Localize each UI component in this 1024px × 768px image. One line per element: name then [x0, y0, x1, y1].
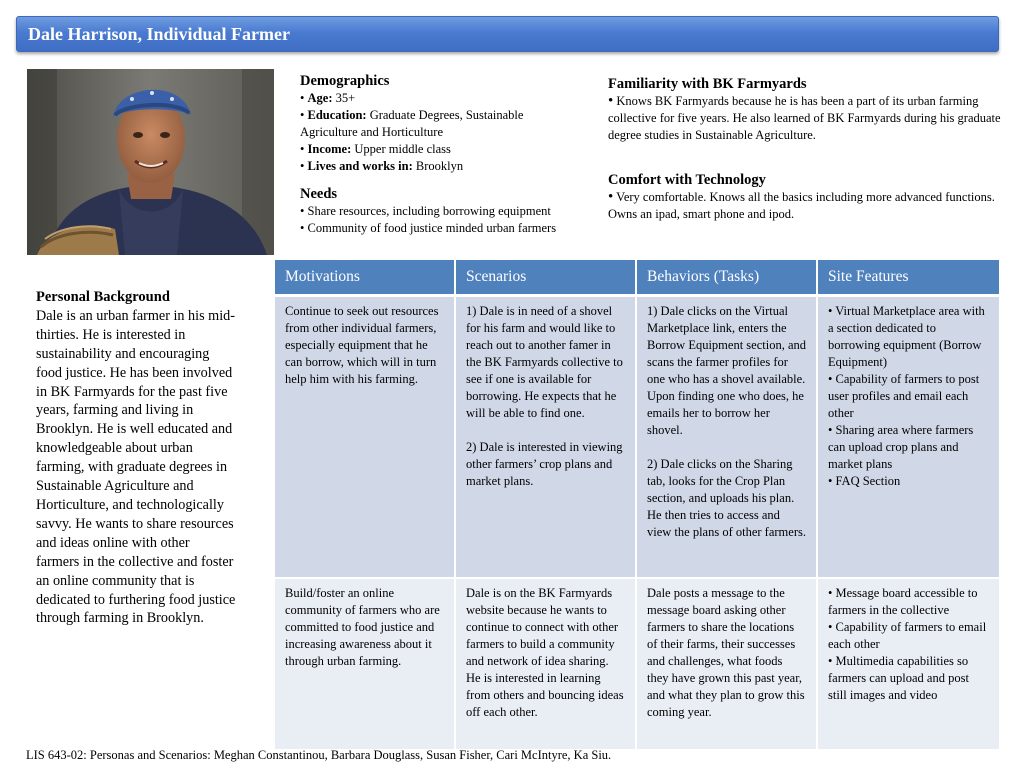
demographics-education-cont: Agriculture and Horticulture — [300, 125, 444, 139]
demographics-education: • Education: Graduate Degrees, Sustainable — [300, 108, 524, 122]
demographics-section — [300, 72, 600, 175]
scenario-1: 1) Dale is in need of a shovel for his farm and would like to reach out to another famer in the BK Farmyards collective to see if one is available for borrowing. He expects that he will be able to find one. — [466, 303, 623, 420]
comfort-section — [608, 171, 1003, 223]
persona-photo — [27, 69, 274, 255]
feature-item: • Sharing area where farmers can upload crop plans and market plans — [828, 422, 974, 471]
familiarity-section — [608, 75, 1003, 144]
comfort-heading: Comfort with Technology — [608, 172, 766, 188]
needs-item: • Community of food justice minded urban farmers — [300, 221, 557, 235]
behavior-cell: Dale posts a message to the message board asking other farmers to share the locations of their farms, their successes and challenges, what foods they have grown this past year, and what they plan to grow this coming year. — [636, 578, 817, 750]
familiarity-text: • Knows BK Farmyards because he is has been a part of its urban farming collective for five years. He also learned of BK Farmyards during his graduate degree studies in Sustainable Agriculture. — [608, 93, 1001, 142]
feature-item: • Message board accessible to farmers in the collective — [828, 586, 978, 617]
feature-item: • Virtual Marketplace area with a section dedicated to borrowing equipment (Borrow Equipment) — [828, 303, 985, 369]
table-header-row — [274, 259, 1000, 295]
background-heading: Personal Background — [36, 289, 170, 305]
behavior-2: 2) Dale clicks on the Sharing tab, looks for the Crop Plan section, and uploads his plan. He then tries to access and view the plans of other farmers. — [647, 456, 806, 539]
table-row — [274, 578, 1000, 750]
page-title: Dale Harrison, Individual Farmer — [28, 24, 290, 44]
scenario-2: 2) Dale is interested in viewing other farmers’ crop plans and market plans. — [466, 439, 623, 488]
feature-item: • FAQ Section — [828, 473, 901, 488]
demographics-location: • Lives and works in: Brooklyn — [300, 159, 464, 173]
motivation-cell: Continue to seek out resources from other individual farmers, especially equipment that he can borrow, which will in turn help him with his farming. — [274, 295, 455, 578]
header-scenarios: Scenarios — [455, 259, 636, 295]
motivation-cell: Build/foster an online community of farmers who are committed to food justice and increasing awareness about it through urban farming. — [274, 578, 455, 750]
comfort-text: • Very comfortable. Knows all the basics including more advanced functions. Owns an ipad, smart phone and ipod. — [608, 189, 995, 221]
table-row — [274, 295, 1000, 578]
familiarity-heading: Familiarity with BK Farmyards — [608, 76, 807, 92]
header-behaviors: Behaviors (Tasks) — [636, 259, 817, 295]
demographics-income: • Income: Upper middle class — [300, 142, 451, 156]
header-site-features: Site Features — [817, 259, 1000, 295]
persona-table — [273, 258, 1001, 751]
feature-item: • Multimedia capabilities so farmers can upload and post still images and video — [828, 654, 969, 702]
demographics-age: • Age: 35+ — [300, 91, 356, 105]
scenario-cell — [455, 295, 636, 578]
title-bar — [16, 16, 999, 52]
footer-credits: LIS 643-02: Personas and Scenarios: Meghan Constantinou, Barbara Douglass, Susan Fisher, Cari McIntyre, Ka Siu. — [26, 748, 612, 762]
feature-item: • Capability of farmers to email each other — [828, 620, 987, 651]
needs-heading: Needs — [300, 186, 338, 202]
features-cell — [817, 578, 1000, 750]
feature-item: • Capability of farmers to post user profiles and email each other — [828, 371, 980, 420]
behavior-cell — [636, 295, 817, 578]
needs-item: • Share resources, including borrowing equipment — [300, 204, 551, 218]
needs-section — [300, 185, 600, 237]
behavior-1: 1) Dale clicks on the Virtual Marketplace link, enters the Borrow Equipment section, and scans the farmer profiles for one who has a shovel available. Upon finding one who does, he emails her to borrow her shovel. — [647, 303, 806, 437]
personal-background-section — [36, 288, 236, 628]
features-cell — [817, 295, 1000, 578]
header-motivations: Motivations — [274, 259, 455, 295]
demographics-heading: Demographics — [300, 73, 390, 89]
background-text: Dale is an urban farmer in his mid-thirties. He is interested in sustainability and encouraging food justice. He has been involved in BK Farmyards for the past five years, farming and living in Brooklyn. He is well educated and knowledgeable about urban farming, with graduate degrees in Sustainable Agriculture and Horticulture, and technologically savvy. He wants to share resources and ideas online with other farmers in the collective and foster an online community that is dedicated to furthering food justice through farming in Brooklyn. — [36, 307, 236, 627]
scenario-cell: Dale is on the BK Farmyards website because he wants to continue to connect with other farmers to build a community and network of idea sharing. He is interested in learning from others and bouncing ideas off each other. — [455, 578, 636, 750]
